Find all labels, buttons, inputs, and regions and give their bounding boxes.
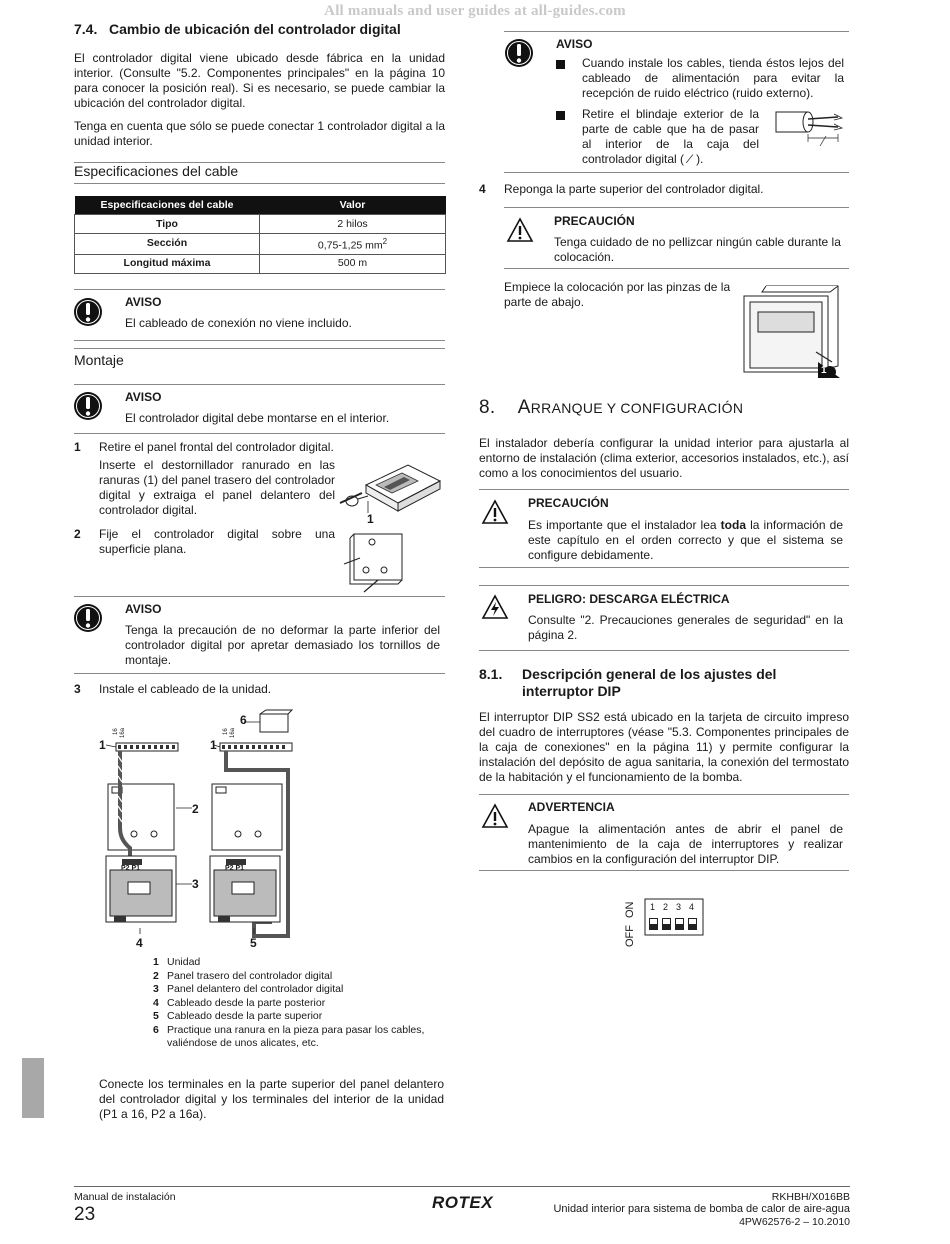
brand-logo: ROTEX xyxy=(432,1193,494,1212)
footer-model: RKHBH/X016BB xyxy=(771,1191,850,1203)
cable-spec-heading: Especificaciones del cable xyxy=(74,163,239,179)
section-number: 7.4. xyxy=(74,21,98,37)
footer-manual-title: Manual de instalación xyxy=(74,1191,176,1203)
notice-text-emphasis: toda xyxy=(720,518,747,532)
dip-number: 1 xyxy=(650,902,656,912)
step-title: Retire el panel frontal del controlador digital. xyxy=(99,440,334,454)
diagram-callout: 1 xyxy=(99,738,106,752)
notice-text: Tenga cuidado de no pellizcar ningún cable durante la colocación. xyxy=(554,235,841,264)
notice-title: AVISO xyxy=(556,37,593,51)
notice-title: AVISO xyxy=(125,390,162,404)
notice-title: AVISO xyxy=(125,602,162,616)
terminal-label: 16a xyxy=(120,727,126,738)
divider xyxy=(74,384,445,385)
caution-triangle-icon xyxy=(506,217,534,243)
notice-text xyxy=(528,518,843,563)
controller-removal-figure xyxy=(338,463,448,525)
divider xyxy=(74,348,445,349)
section-title-7-4 xyxy=(74,22,401,37)
divider xyxy=(479,794,849,795)
dip-number: 3 xyxy=(676,902,682,912)
pcb-label: PCB xyxy=(131,885,148,894)
divider xyxy=(74,183,445,184)
section-title: Cambio de ubicación del controlador digital xyxy=(109,21,401,37)
section-title-8 xyxy=(479,397,744,418)
table-row xyxy=(75,215,446,234)
diagram-callout: 5 xyxy=(250,936,257,950)
diagram-legend xyxy=(153,956,443,1051)
dip-on-label: ON xyxy=(624,901,636,918)
s8-paragraph: El instalador debería configurar la unidad interior para ajustarla al entorno de instalación (clima exterior, accesorios instalados, etc.), así como a los conocimientos del usuario. xyxy=(479,436,849,480)
divider xyxy=(74,433,445,434)
notice-text: El controlador digital debe montarse en el interior. xyxy=(125,411,390,425)
diagram-callout: 1 xyxy=(210,738,217,752)
divider xyxy=(479,585,849,586)
connect-paragraph: Conecte los terminales en la parte superior del panel delantero del controlador digital y los terminales del interior de la unidad (P1 a 16, P2 a 16a). xyxy=(99,1077,444,1121)
step-text: Reponga la parte superior del controlador digital. xyxy=(504,182,764,196)
table-cell-key: Longitud máxima xyxy=(75,254,260,273)
terminal-label: 16 xyxy=(113,728,119,735)
controller-reassembly-figure xyxy=(742,282,846,380)
terminal-label: 16a xyxy=(230,727,236,738)
table-cell-value: 2 hilos xyxy=(260,215,446,234)
step-text: Inserte el destornillador ranurado en las ranuras (1) del panel trasero del controlador digital y extraiga el panel delantero del controlador digital. xyxy=(99,458,335,517)
page-number: 23 xyxy=(74,1204,96,1225)
notice-item: Cuando instale los cables, tienda éstos lejos del cableado de alimentación para evitar la recepción de ruido eléctrico (ruido externo). xyxy=(582,56,844,100)
step-number: 2 xyxy=(74,527,81,541)
notice-title: AVISO xyxy=(125,295,162,309)
notice-text: Apague la alimentación antes de abrir el panel de mantenimiento de la caja de interruptores y realizar cambios en la configuración del interruptor DIP. xyxy=(528,822,843,866)
notice-title: PRECAUCIÓN xyxy=(554,214,635,228)
caution-triangle-icon xyxy=(481,803,509,829)
divider xyxy=(479,489,849,490)
wiring-diagram xyxy=(96,710,308,952)
p-terminal-label: P2 P1 xyxy=(121,865,141,872)
section-title-rest: RRANQUE Y CONFIGURACIÓN xyxy=(530,400,744,416)
figure-callout: 1 xyxy=(821,365,827,376)
notice-title: ADVERTENCIA xyxy=(528,800,615,814)
footer-code: 4PW62576-2 – 10.2010 xyxy=(739,1216,850,1228)
begin-paragraph: Empiece la colocación por las pinzas de la parte de abajo. xyxy=(504,280,731,309)
section-title-8-1: Descripción general de los ajustes del interruptor DIP xyxy=(522,666,777,699)
section-number-8-1: 8.1. xyxy=(479,666,503,682)
divider xyxy=(504,172,849,173)
figure-callout: 1 xyxy=(367,512,374,526)
table-cell-value xyxy=(260,234,446,255)
diagram-callout: 4 xyxy=(136,936,143,950)
cable-strip-figure xyxy=(772,108,846,152)
warning-exclamation-icon xyxy=(73,297,103,327)
table-cell-key: Sección xyxy=(75,234,260,255)
mounting-figure xyxy=(340,530,410,594)
caution-triangle-icon xyxy=(481,499,509,525)
divider xyxy=(504,207,849,208)
notice-text: Consulte "2. Precauciones generales de seguridad" en la página 2. xyxy=(528,613,843,642)
legend-item: 5 Cableado desde la parte superior xyxy=(153,1010,323,1022)
dip-number: 2 xyxy=(663,902,669,912)
step-text: Instale el cableado de la unidad. xyxy=(99,682,272,696)
table-cell-key: Tipo xyxy=(75,215,260,234)
warning-exclamation-icon xyxy=(73,391,103,421)
notice-text: El cableado de conexión no viene incluido. xyxy=(125,316,352,330)
electric-shock-icon xyxy=(481,594,509,620)
section-title-initial: A xyxy=(517,397,531,418)
divider xyxy=(74,596,445,597)
divider xyxy=(74,673,445,674)
legend-item: 2 Panel trasero del controlador digital xyxy=(153,969,333,982)
cable-icon: ⁄ xyxy=(689,152,692,166)
legend-item: 6 Practique una ranura en la pieza para pasar los cables, valiéndose de unos alicates, etc. xyxy=(153,1023,425,1049)
p-terminal-label: P2 P1 xyxy=(225,865,245,872)
step-number: 3 xyxy=(74,682,81,696)
dip-number: 4 xyxy=(689,902,695,912)
divider xyxy=(479,870,849,871)
divider xyxy=(504,268,849,269)
divider xyxy=(504,31,849,32)
diagram-callout: 2 xyxy=(192,802,199,816)
notice-title: PELIGRO: DESCARGA ELÉCTRICA xyxy=(528,592,730,606)
divider xyxy=(74,289,445,290)
notice-title: PRECAUCIÓN xyxy=(528,496,609,510)
pcb-label: PCB xyxy=(235,885,252,894)
warning-exclamation-icon xyxy=(73,603,103,633)
intro-paragraph-2: Tenga en cuenta que sólo se puede conectar 1 controlador digital a la unidad interior. xyxy=(74,119,445,148)
legend-item: 1 Unidad xyxy=(153,956,201,968)
value-text: 0,75-1,25 mm xyxy=(317,239,383,252)
table-header: Valor xyxy=(260,196,446,215)
notice-text-part: la información de este capítulo en el orden correcto y que el sistema se configure debidamente. xyxy=(528,518,844,562)
table-header: Especificaciones del cable xyxy=(75,196,260,215)
superscript: 2 xyxy=(382,237,388,246)
footer-rule xyxy=(74,1186,850,1187)
chapter-side-tab xyxy=(22,1058,44,1118)
table-cell-value: 500 m xyxy=(260,254,446,273)
bullet xyxy=(556,60,565,69)
section-number: 8. xyxy=(479,397,496,418)
mount-heading: Montaje xyxy=(74,352,124,368)
table-row xyxy=(75,234,446,255)
diagram-callout: 6 xyxy=(240,713,247,727)
watermark: All manuals and user guides at all-guides.com xyxy=(324,3,626,19)
notice-item xyxy=(582,107,759,167)
legend-item: 3 Panel delantero del controlador digital xyxy=(153,983,344,995)
notice-text: Tenga la precaución de no deformar la parte inferior del controlador digital por apretar demasiado los tornillos de montaje. xyxy=(125,623,440,667)
notice-text-part: Es importante que el instalador lea xyxy=(528,518,721,532)
notice-item-tail: ). xyxy=(696,152,704,166)
dip-off-label: OFF xyxy=(624,925,636,947)
warning-exclamation-icon xyxy=(504,38,534,68)
terminal-label: 16 xyxy=(223,728,229,735)
legend-item: 4 Cableado desde la parte posterior xyxy=(153,996,326,1009)
step-text: Fije el controlador digital sobre una superficie plana. xyxy=(99,527,335,556)
bullet xyxy=(556,111,565,120)
divider xyxy=(479,650,849,651)
s81-paragraph: El interruptor DIP SS2 está ubicado en la tarjeta de circuito impreso del cuadro de interruptores (véase "5.3. Componentes principales de la caja de conexiones" en la página 11) y permite configurar la instalación del depósito de agua sanitaria, la conexión del termostato de la habitación y el funcionamiento de la bomba. xyxy=(479,710,849,784)
cable-spec-table xyxy=(74,196,446,274)
notice-item-text: Retire el blindaje exterior de la parte de cable que ha de pasar al interior de la caja del controlador digital ( xyxy=(582,107,759,166)
step-number: 4 xyxy=(479,182,486,196)
step-number: 1 xyxy=(74,440,81,454)
intro-paragraph-1: El controlador digital viene ubicado desde fábrica en la unidad interior. (Consulte "5.2. Componentes principales" en la página 10 para conocer la posición real). Si es necesario, se puede cambiar la ubicación del controlador digital. xyxy=(74,51,445,110)
table-row xyxy=(75,254,446,273)
divider xyxy=(479,567,849,568)
divider xyxy=(74,340,445,341)
diagram-callout: 3 xyxy=(192,877,199,891)
footer-description: Unidad interior para sistema de bomba de calor de aire-agua xyxy=(553,1203,850,1215)
